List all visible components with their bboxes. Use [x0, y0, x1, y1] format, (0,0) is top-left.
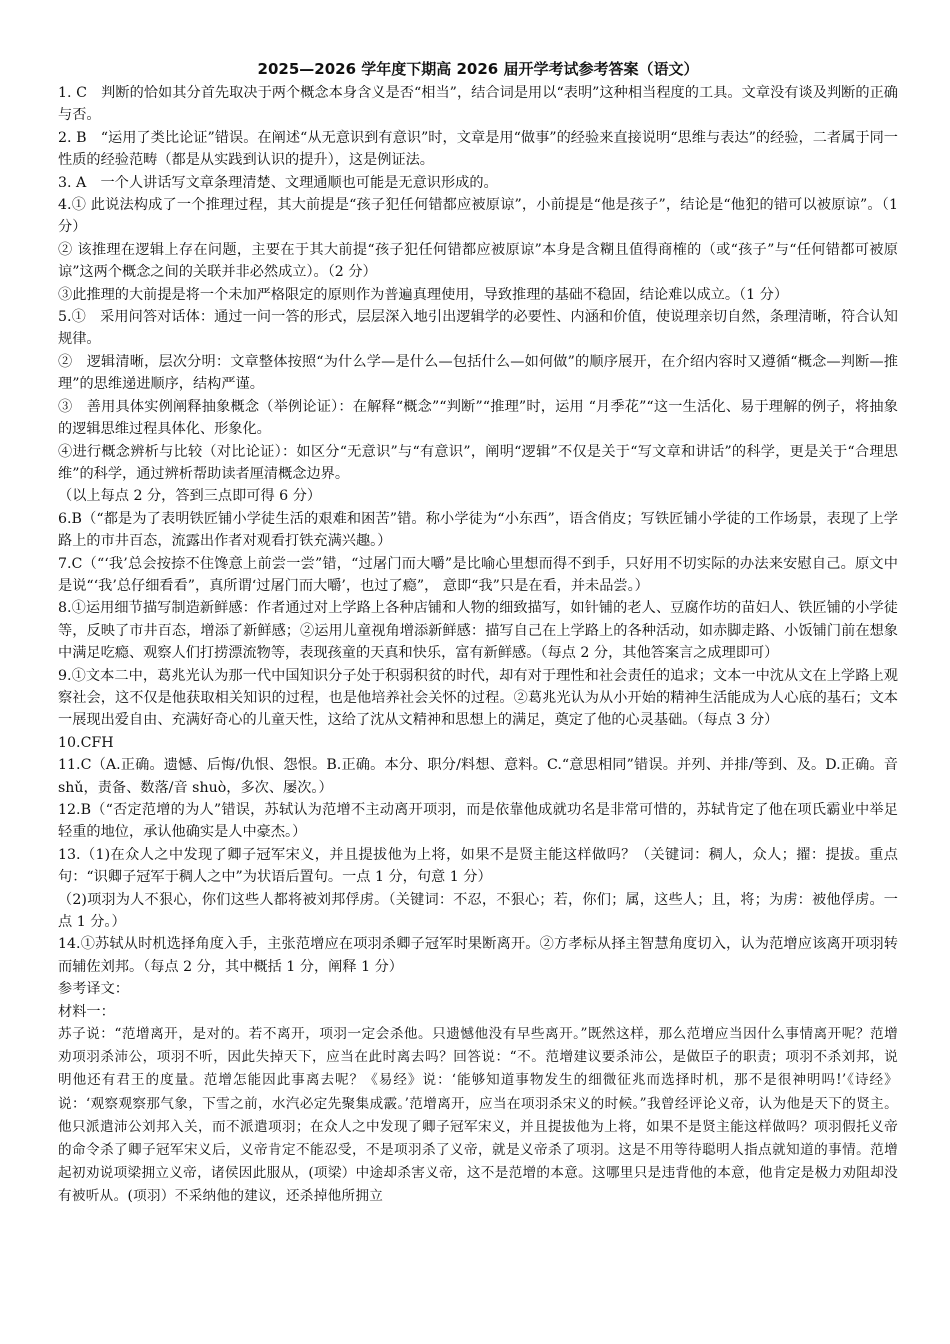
answer-10: 10.CFH — [58, 734, 114, 751]
translation-text: 苏子说：“范增离开，是对的。若不离开，项羽一定会杀他。只遗憾他没有早些离开。”既然这样，那么范增应当因什么事情离开呢？范增劝项羽杀沛公，项羽不听，因此失掉天下，应当在此时离去吗？回答说：“不。范增建议要杀沛公，是做臣子的职责；项羽不杀刘邦，说明他还有君王的度量。范增怎能因此事离去呢？《易经》说：‘能够知道事物发生的细微征兆而选择时机，那不是很神明吗!’《诗经》说：‘观察观察那气象，下雪之前，水汽必定先聚集成霰。’范增离开，应当在项羽杀宋义的时候。”我曾经评论义帝，认为他是天下的贤主。他只派遣沛公刘邦入关，而不派遣项羽；在众人之中发现了卿子冠军宋义，并且提拔他为上将，如果不是贤主能这样做吗？项羽假托义帝的命令杀了卿子冠军宋义后，义帝肯定不能忍受，不是项羽杀了义帝，就是义帝杀了项羽。这是不用等待聪明人指点就知道的事情。范增起初劝说项梁拥立义帝，诸侯因此服从，(项梁）中途却杀害义帝，这不是范增的本意。这哪里只是违背他的本意，他肯定是极力劝阻却没有被听从。(项羽）不采纳他的建议，还杀掉他所拥立 — [58, 1026, 898, 1205]
answer-4-point-2: ② 该推理在逻辑上存在问题，主要在于其大前提“孩子犯任何错都应被原谅”本身是含糊且值得商榷的（或“孩子”与“任何错都可被原谅”这两个概念之间的关联并非必然成立）。（2 分） — [58, 241, 898, 281]
answer-5-point-1: 5.① 采用问答对话体：通过一问一答的形式，层层深入地引出逻辑学的必要性、内涵和价值，使说理亲切自然，条理清晰，符合认知规律。 — [58, 309, 898, 348]
answer-3: 3. A 一个人讲话写文章条理清楚、文理通顺也可能是无意识形成的。 — [58, 174, 498, 191]
page-title: 2025—2026 学年度下期高 2026 届开学考试参考答案（语文） — [257, 60, 699, 78]
answer-12: 12.B（“否定范增的为人”错误，苏轼认为范增不主动离开项羽，而是依靠他成就功名是非常可惜的，苏轼肯定了他在项氏霸业中举足轻重的地位，承认他确实是人中豪杰。） — [58, 802, 898, 841]
answer-1: 1. C 判断的恰如其分首先取决于两个概念本身含义是否“相当”，结合词是用以“表明”这种相当程度的工具。文章没有谈及判断的正确与否。 — [58, 85, 898, 124]
answer-4-point-3: ③此推理的大前提是将一个未加严格限定的原则作为普遍真理使用，导致推理的基础不稳固，结论难以成立。（1 分） — [58, 286, 789, 303]
answer-7: 7.C（“‘我’总会按捺不住馋意上前尝一尝”错，“过屠门而大嚼”是比喻心里想而得不到手，只好用不切实际的办法来安慰自己。原文中是说“‘我’总仔细看看”，真所谓‘过屠门而大嚼’，也过了瘾”， 意即“我”只是在看，并未品尝。） — [58, 555, 898, 594]
answer-4-point-1: 4.① 此说法构成了一个推理过程，其大前提是“孩子犯任何错都应被原谅”，小前提是“他是孩子”，结论是“他犯的错可以被原谅”。（1 分） — [58, 197, 898, 236]
material-1-heading: 材料一： — [58, 1003, 115, 1020]
answer-14: 14.①苏轼从时机选择角度入手，主张范增应在项羽杀卿子冠军时果断离开。②方孝标从择主智慧角度切入，认为范增应该离开项羽转而辅佐刘邦。（每点 2 分，其中概括 1 分，阐释 1 分） — [58, 936, 898, 975]
translation-heading: 参考译文： — [58, 981, 129, 998]
answer-5-point-3: ③ 善用具体实例阐释抽象概念（举例论证）：在解释“概念”“判断”“推理”时，运用 “月季花”“这一生活化、易于理解的例子，将抽象的逻辑思维过程具体化、形象化。 — [58, 398, 898, 438]
answer-6: 6.B（“都是为了表明铁匠铺小学徒生活的艰难和困苦”错。称小学徒为“小东西”，语含俏皮；写铁匠铺小学徒的工作场景，表现了上学路上的市井百态，流露出作者对观看打铁充满兴趣。） — [58, 510, 898, 550]
answer-8: 8.①运用细节描写制造新鲜感：作者通过对上学路上各种店铺和人物的细致描写，如针铺的老人、豆腐作坊的苗妇人、铁匠铺的小学徒等，反映了市井百态，增添了新鲜感；②运用儿童视角增添新鲜感：描写自己在上学路上的各种活动，如赤脚走路、小饭铺门前在想象中满足吃瘾、观察人们打捞漂流物等，表现孩童的天真和快乐，富有新鲜感。（每点 2 分，其他答案言之成理即可） — [58, 600, 898, 662]
answer-2: 2. B “运用了类比论证”错误。在阐述“从无意识到有意识”时，文章是用“做事”的经验来直接说明“思维与表达”的经验，二者属于同一性质的经验范畴（都是从实践到认识的提升），这是例证法。 — [58, 129, 898, 169]
answer-9: 9.①文本二中，葛兆光认为那一代中国知识分子处于积弱积贫的时代，却有对于理性和社会责任的追求；文本一中沈从文在上学路上观察社会，这不仅是他获取相关知识的过程，也是他培养社会关怀的过程。②葛兆光认为从小开始的精神生活能成为人心底的基石；文本一展现出爱自由、充满好奇心的儿童天性，这给了沈从文精神和思想上的满足，奠定了他的心灵基础。（每点 3 分） — [58, 667, 898, 729]
answer-11: 11.C（A.正确。遗憾、后悔/仇恨、怨恨。B.正确。本分、职分/料想、意料。C.“意思相同”错误。并列、并排/等到、及。D.正确。音 shǔ，责备、数落/音 shuò，多次、屡次。） — [58, 757, 898, 796]
answer-5-scoring: （以上每点 2 分，答到三点即可得 6 分） — [58, 488, 322, 505]
answer-13-part-1: 13.（1)在众人之中发现了卿子冠军宋义，并且提拔他为上将，如果不是贤主能这样做吗？（关键词：稠人，众人；擢：提拔。重点句：“识卿子冠军于稠人之中”为状语后置句。一点 1 分，句意 1 分） — [58, 846, 898, 886]
answer-13-part-2: （2)项羽为人不狠心，你们这些人都将被刘邦俘虏。（关键词：不忍，不狠心；若，你们；属，这些人；且，将；为虏：被他俘虏。一点 1 分。） — [58, 891, 898, 931]
answer-5-point-2: ② 逻辑清晰，层次分明：文章整体按照“为什么学—是什么—包括什么—如何做”的顺序展开，在介绍内容时又遵循“概念—判断—推理”的思维递进顺序，结构严谨。 — [58, 353, 898, 393]
answer-5-point-4: ④进行概念辨析与比较（对比论证）：如区分“无意识”与“有意识”，阐明“逻辑”不仅是关于“写文章和讲话”的科学，更是关于“合理思维”的科学，通过辨析帮助读者厘清概念边界。 — [58, 443, 898, 482]
